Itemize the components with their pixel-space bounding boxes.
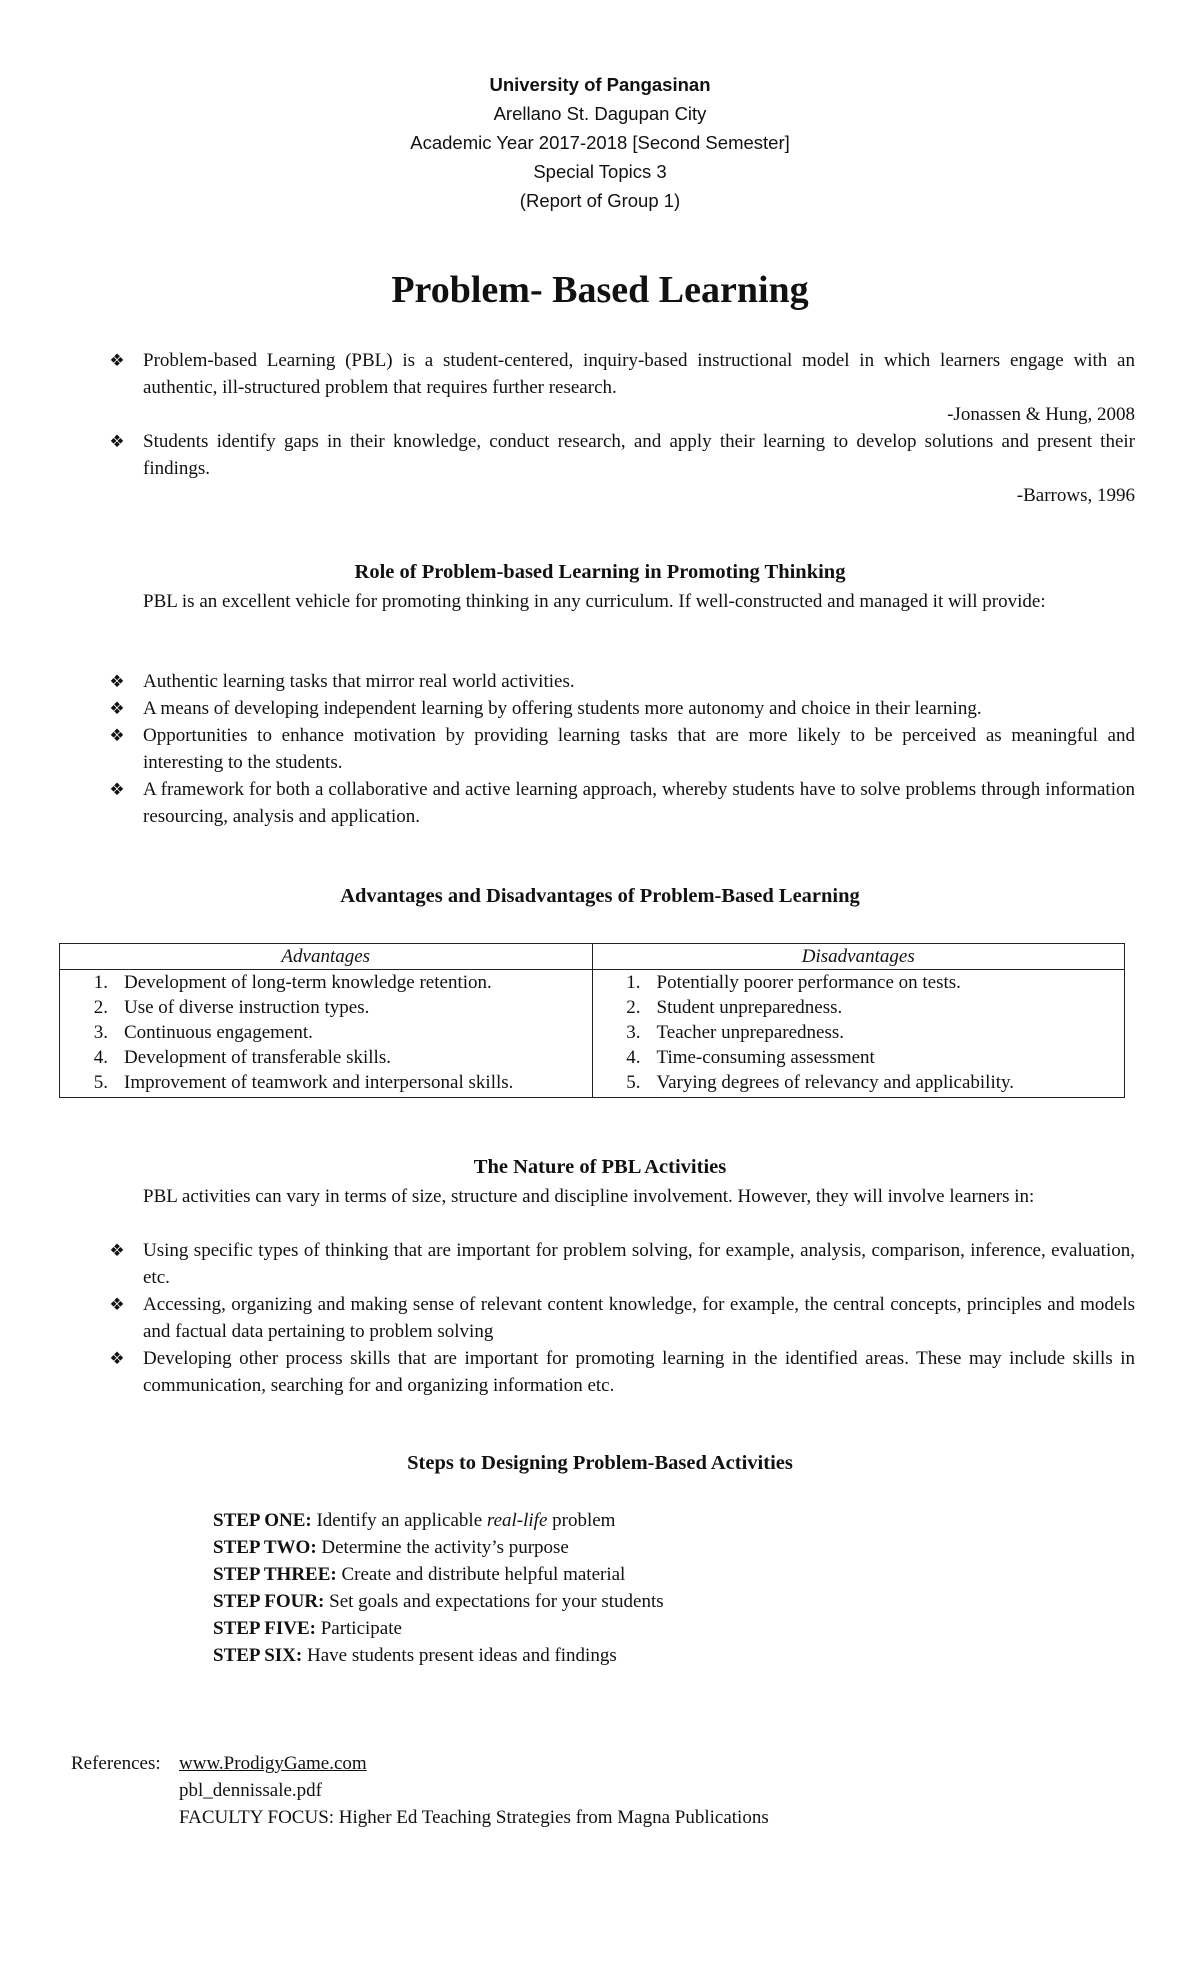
- disadvantage-text: Student unpreparedness.: [656, 997, 843, 1018]
- nature-bullet-list: [105, 1237, 1135, 1399]
- bullet-diamond-icon: ❖: [109, 672, 125, 691]
- step-label: STEP FIVE:: [213, 1618, 316, 1639]
- list-item: [105, 1237, 1135, 1291]
- section-heading-advantages: Advantages and Disadvantages of Problem-Based Learning: [340, 885, 860, 907]
- disadvantage-item: [593, 1020, 1125, 1045]
- definition-text: Students identify gaps in their knowledge, conduct research, and apply their learning to develop solutions and present their findings.: [143, 431, 1135, 479]
- bullet-diamond-icon: ❖: [109, 726, 125, 745]
- item-number: 2.: [626, 997, 641, 1018]
- step-text: Identify an applicable: [316, 1510, 483, 1531]
- disadvantage-text: Teacher unpreparedness.: [656, 1022, 845, 1043]
- step-label: STEP FOUR:: [213, 1591, 325, 1612]
- step-item: [213, 1561, 664, 1588]
- section-heading-role: Role of Problem-based Learning in Promoting Thinking: [354, 561, 846, 583]
- step-label: STEP THREE:: [213, 1564, 337, 1585]
- item-number: 2.: [93, 997, 108, 1018]
- item-number: 5.: [93, 1072, 108, 1093]
- bullet-diamond-icon: ❖: [109, 780, 125, 799]
- step-text-emphasis: real-life: [486, 1510, 548, 1531]
- list-item-text: Authentic learning tasks that mirror real world activities.: [143, 671, 575, 692]
- disadvantage-text: Time-consuming assessment: [656, 1047, 875, 1068]
- advantage-item: [60, 1045, 592, 1070]
- nature-intro: [71, 1183, 1135, 1210]
- section-heading-steps: Steps to Designing Problem-Based Activities: [407, 1452, 793, 1474]
- list-item: [105, 695, 1135, 722]
- disadvantages-column-header: Disadvantages: [592, 944, 1125, 970]
- reference-link[interactable]: www.ProdigyGame.com: [179, 1753, 367, 1774]
- step-label: STEP ONE:: [213, 1510, 312, 1531]
- item-number: 1.: [626, 972, 641, 993]
- references-label: References:: [71, 1753, 161, 1774]
- reference-item: FACULTY FOCUS: Higher Ed Teaching Strategies from Magna Publications: [179, 1807, 769, 1828]
- step-text: Create and distribute helpful material: [341, 1564, 626, 1585]
- list-item-text: Accessing, organizing and making sense of relevant content knowledge, for example, the central concepts, principles and models and factual data pertaining to problem solving: [143, 1294, 1135, 1342]
- report-group: (Report of Group 1): [519, 190, 681, 211]
- reference-row: [71, 1750, 769, 1777]
- advantage-text: Improvement of teamwork and interpersonal skills.: [124, 1072, 514, 1093]
- university-name: University of Pangasinan: [489, 74, 711, 95]
- bullet-diamond-icon: ❖: [109, 699, 125, 718]
- definition-text: Problem-based Learning (PBL) is a student-centered, inquiry-based instructional model in which learners engage with an authentic, ill-structured problem that requires further research.: [143, 350, 1135, 398]
- list-item: [105, 1345, 1135, 1399]
- step-item: [213, 1642, 664, 1669]
- step-label: STEP SIX:: [213, 1645, 303, 1666]
- role-bullet-list: [105, 668, 1135, 830]
- disadvantage-item: [593, 970, 1125, 995]
- role-intro-text: PBL is an excellent vehicle for promoting thinking in any curriculum. If well-constructed and managed it will provide:: [143, 591, 1046, 612]
- reference-row: [71, 1777, 769, 1804]
- bullet-diamond-icon: ❖: [109, 351, 125, 370]
- bullet-diamond-icon: ❖: [109, 1241, 125, 1260]
- advantage-item: [60, 1020, 592, 1045]
- references: [71, 1750, 769, 1831]
- disadvantage-item: [593, 1070, 1125, 1095]
- bullet-diamond-icon: ❖: [109, 1295, 125, 1314]
- disadvantages-cell: [592, 970, 1125, 1098]
- nature-intro-text: PBL activities can vary in terms of size, structure and discipline involvement. However, they will involve learners in:: [143, 1186, 1035, 1207]
- definition-citation: -Jonassen & Hung, 2008: [947, 404, 1135, 425]
- list-item: [105, 668, 1135, 695]
- item-number: 4.: [626, 1047, 641, 1068]
- advantage-text: Development of long-term knowledge retention.: [124, 972, 492, 993]
- item-number: 4.: [93, 1047, 108, 1068]
- definition-list: [105, 347, 1135, 509]
- advantage-item: [60, 1070, 592, 1095]
- step-text: Have students present ideas and findings: [306, 1645, 617, 1666]
- disadvantage-text: Varying degrees of relevancy and applicability.: [656, 1072, 1015, 1093]
- list-item-text: Using specific types of thinking that are important for problem solving, for example, analysis, comparison, inference, evaluation, etc.: [143, 1240, 1135, 1288]
- bullet-diamond-icon: ❖: [109, 432, 125, 451]
- disadvantage-text: Potentially poorer performance on tests.: [656, 972, 961, 993]
- bullet-diamond-icon: ❖: [109, 1349, 125, 1368]
- step-text: Set goals and expectations for your students: [329, 1591, 664, 1612]
- list-item-text: A means of developing independent learning by offering students more autonomy and choice in their learning.: [143, 698, 982, 719]
- item-number: 3.: [93, 1022, 108, 1043]
- disadvantage-item: [593, 995, 1125, 1020]
- step-item: [213, 1615, 664, 1642]
- document-header: [0, 70, 1200, 215]
- reference-row: [71, 1804, 769, 1831]
- advantage-text: Continuous engagement.: [124, 1022, 313, 1043]
- page-title: Problem- Based Learning: [391, 269, 809, 311]
- step-item: [213, 1534, 664, 1561]
- section-heading-nature: The Nature of PBL Activities: [473, 1156, 727, 1178]
- item-number: 1.: [93, 972, 108, 993]
- definition-citation: -Barrows, 1996: [1016, 485, 1135, 506]
- advantage-text: Use of diverse instruction types.: [124, 997, 370, 1018]
- list-item-text: Opportunities to enhance motivation by providing learning tasks that are more likely to be perceived as meaningful and interesting to the students.: [143, 725, 1135, 773]
- list-item-text: Developing other process skills that are important for promoting learning in the identified areas. These may include skills in communication, searching for and organizing information etc.: [143, 1348, 1135, 1396]
- course-name: Special Topics 3: [533, 161, 667, 182]
- step-text: problem: [552, 1510, 616, 1531]
- advantages-cell: [60, 970, 593, 1098]
- definition-item: [105, 347, 1135, 401]
- steps-list: [213, 1507, 664, 1669]
- disadvantage-item: [593, 1045, 1125, 1070]
- advantage-item: [60, 995, 592, 1020]
- advantage-text: Development of transferable skills.: [124, 1047, 391, 1068]
- reference-item: pbl_dennissale.pdf: [179, 1780, 323, 1801]
- advantage-item: [60, 970, 592, 995]
- university-address: Arellano St. Dagupan City: [493, 103, 707, 124]
- step-text: Determine the activity’s purpose: [321, 1537, 569, 1558]
- table-row: [60, 970, 1125, 1098]
- item-number: 5.: [626, 1072, 641, 1093]
- advantages-column-header: Advantages: [60, 944, 593, 970]
- step-label: STEP TWO:: [213, 1537, 317, 1558]
- step-item: [213, 1507, 664, 1534]
- list-item: [105, 722, 1135, 776]
- role-intro: [71, 588, 1135, 615]
- item-number: 3.: [626, 1022, 641, 1043]
- list-item: [105, 776, 1135, 830]
- list-item-text: A framework for both a collaborative and active learning approach, whereby students have to solve problems through information resourcing, analysis and application.: [143, 779, 1135, 827]
- step-item: [213, 1588, 664, 1615]
- academic-year: Academic Year 2017-2018 [Second Semester]: [410, 132, 790, 153]
- advantages-table: [59, 943, 1125, 1098]
- definition-item: [105, 428, 1135, 482]
- step-text: Participate: [320, 1618, 402, 1639]
- table-header-row: [60, 944, 1125, 970]
- list-item: [105, 1291, 1135, 1345]
